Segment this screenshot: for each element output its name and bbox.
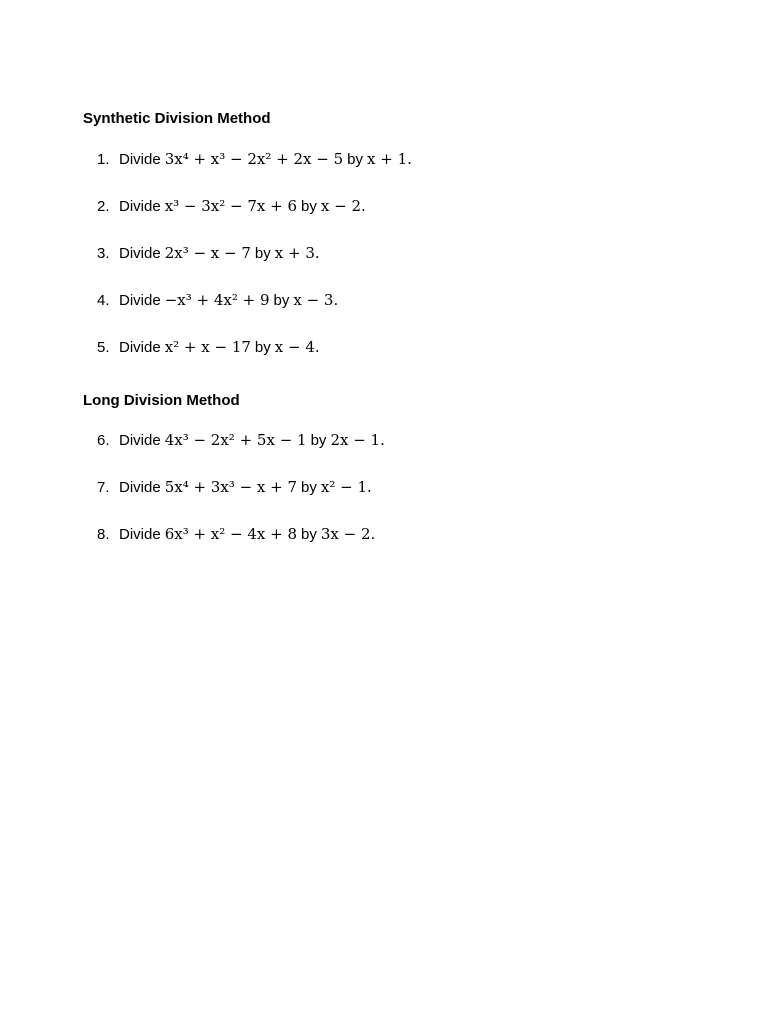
section-title-synthetic: Synthetic Division Method — [83, 110, 271, 127]
problem-verb: Divide — [119, 198, 161, 215]
problem-number: 8. — [97, 526, 110, 543]
problem-3 — [97, 244, 320, 262]
problem-7 — [97, 478, 372, 496]
by-word: by — [254, 339, 271, 356]
by-word: by — [301, 479, 317, 496]
dividend: x³ − 3x² − 7x + 6 — [164, 197, 298, 215]
dividend: x² + x − 17 — [164, 338, 251, 356]
divisor: 2x − 1. — [330, 431, 385, 449]
divisor: x − 4. — [274, 338, 320, 356]
dividend: 4x³ − 2x² + 5x − 1 — [164, 431, 307, 449]
problem-6 — [97, 431, 385, 449]
by-word: by — [347, 151, 364, 168]
problem-4 — [97, 291, 338, 309]
divisor: x − 2. — [320, 197, 366, 215]
divisor: x + 1. — [367, 150, 412, 168]
problem-1 — [97, 150, 412, 168]
dividend: −x³ + 4x² + 9 — [164, 291, 270, 309]
by-word: by — [273, 292, 290, 309]
divisor: x + 3. — [274, 244, 320, 262]
problem-verb: Divide — [119, 432, 161, 449]
problem-verb: Divide — [119, 526, 161, 543]
problem-verb: Divide — [119, 151, 161, 168]
by-word: by — [254, 245, 271, 262]
problem-2 — [97, 197, 366, 215]
problem-number: 1. — [97, 151, 110, 168]
problem-number: 7. — [97, 479, 110, 496]
section-title-long: Long Division Method — [83, 392, 240, 409]
dividend: 2x³ − x − 7 — [164, 244, 251, 262]
problem-verb: Divide — [119, 292, 161, 309]
problem-number: 6. — [97, 432, 110, 449]
problem-8 — [97, 525, 375, 543]
by-word: by — [301, 198, 317, 215]
problem-number: 2. — [97, 198, 110, 215]
divisor: 3x − 2. — [320, 525, 376, 543]
problem-verb: Divide — [119, 245, 161, 262]
by-word: by — [301, 526, 317, 543]
problem-number: 3. — [97, 245, 110, 262]
problem-verb: Divide — [119, 479, 161, 496]
dividend: 5x⁴ + 3x³ − x + 7 — [164, 478, 298, 496]
problem-5 — [97, 338, 320, 356]
dividend: 3x⁴ + x³ − 2x² + 2x − 5 — [164, 150, 344, 168]
problem-number: 5. — [97, 339, 110, 356]
problem-number: 4. — [97, 292, 110, 309]
divisor: x² − 1. — [320, 478, 372, 496]
problem-verb: Divide — [119, 339, 161, 356]
by-word: by — [310, 432, 327, 449]
dividend: 6x³ + x² − 4x + 8 — [164, 525, 298, 543]
divisor: x − 3. — [293, 291, 339, 309]
